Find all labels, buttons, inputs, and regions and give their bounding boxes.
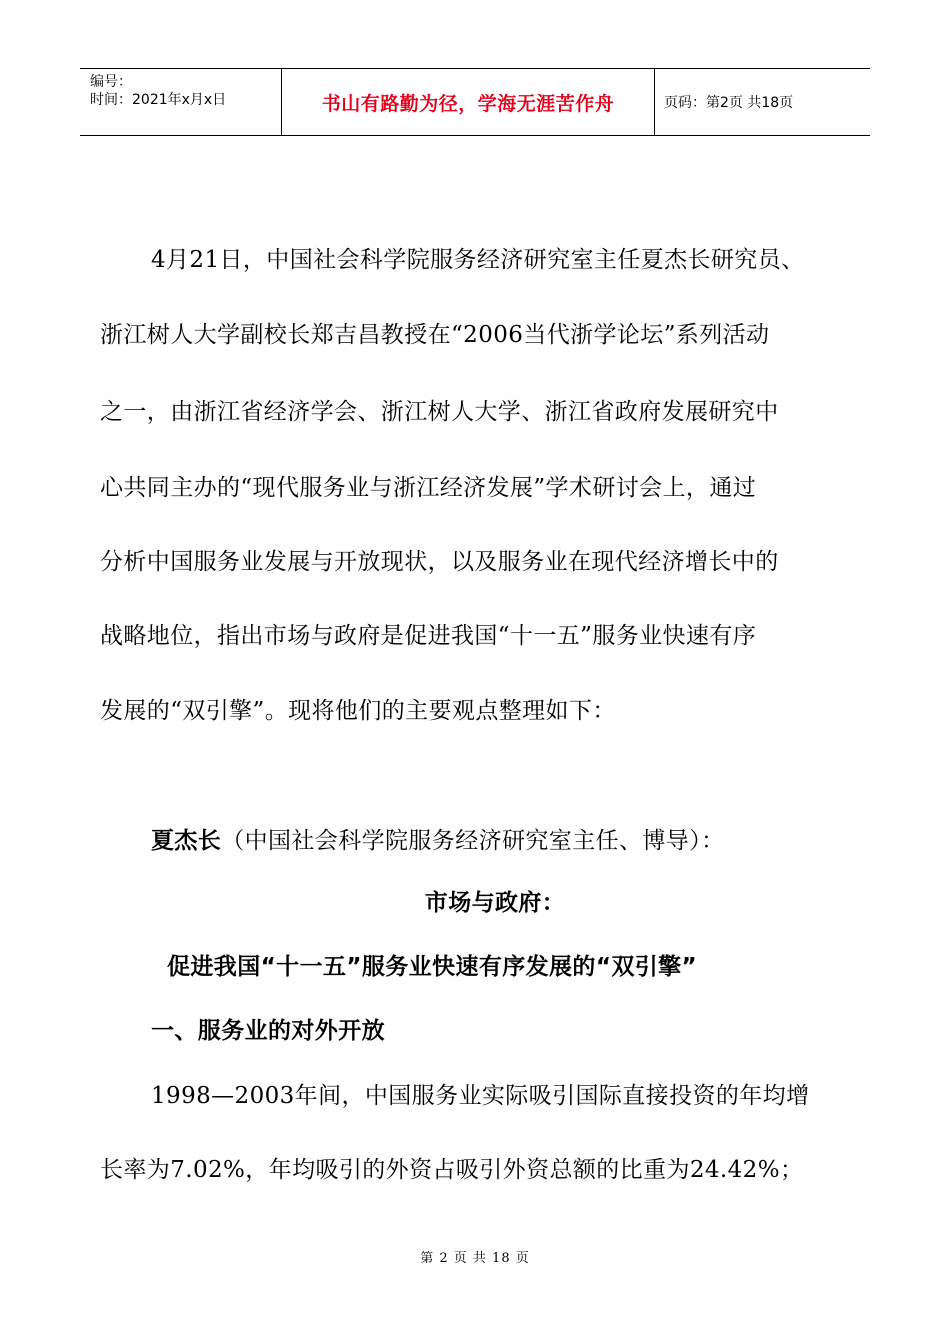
intro-line-1: 4月21日，中国社会科学院服务经济研究室主任夏杰长研究员、 bbox=[151, 247, 805, 273]
intro-line-6: 战略地位，指出市场与政府是促进我国“十一五”服务业快速有序 bbox=[100, 623, 757, 649]
section-heading: 一、服务业的对外开放 bbox=[151, 1018, 385, 1044]
article-title-line-2: 促进我国“十一五”服务业快速有序发展的“双引擎” bbox=[167, 954, 698, 980]
header-meta bbox=[80, 69, 282, 135]
page-footer: 第 2 页 共 18 页 bbox=[420, 1251, 530, 1266]
intro-line-7: 发展的“双引擎”。现将他们的主要观点整理如下： bbox=[100, 698, 616, 724]
header-number-label: 编号： bbox=[90, 74, 132, 90]
header-motto-cell bbox=[282, 69, 655, 135]
speaker-line bbox=[151, 822, 725, 855]
page-header bbox=[80, 68, 870, 136]
section-line-1: 1998—2003年间，中国服务业实际吸引国际直接投资的年均增 bbox=[151, 1083, 810, 1109]
header-page-code: 页码：第2页 共18页 bbox=[664, 95, 794, 111]
intro-line-4: 心共同主办的“现代服务业与浙江经济发展”学术研讨会上，通过 bbox=[100, 475, 757, 501]
speaker-affiliation: （中国社会科学院服务经济研究室主任、博导）： bbox=[221, 828, 725, 854]
intro-line-5: 分析中国服务业发展与开放现状，以及服务业在现代经济增长中的 bbox=[100, 549, 779, 575]
header-time-label: 时间：2021年x月x日 bbox=[90, 92, 227, 108]
header-page-code-cell bbox=[655, 69, 870, 135]
intro-line-3: 之一，由浙江省经济学会、浙江树人大学、浙江省政府发展研究中 bbox=[100, 399, 779, 425]
article-title-line-1: 市场与政府： bbox=[424, 890, 566, 916]
intro-line-2: 浙江树人大学副校长郑吉昌教授在“2006当代浙学论坛”系列活动 bbox=[100, 322, 770, 348]
section-line-2: 长率为7.02%，年均吸引的外资占吸引外资总额的比重为24.42%； bbox=[100, 1157, 804, 1183]
header-motto: 书山有路勤为径，学海无涯苦作舟 bbox=[321, 92, 615, 115]
speaker-name: 夏杰长 bbox=[151, 828, 222, 854]
